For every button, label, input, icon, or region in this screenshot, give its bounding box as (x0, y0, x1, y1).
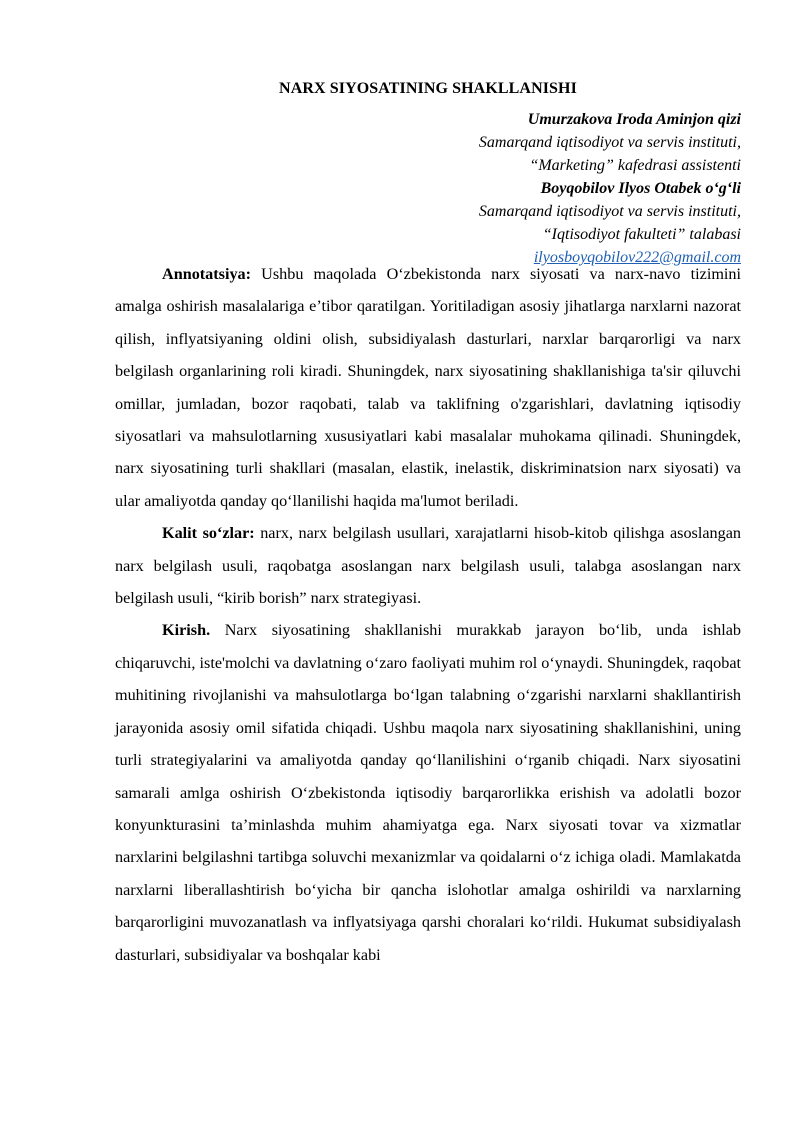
article-title: NARX SIYOSATINING SHAKLLANISHI (279, 80, 577, 97)
author-block (321, 108, 741, 269)
author-name: Boyqobilov Ilyos Otabek o‘g‘li (540, 180, 741, 197)
annotation-text: Ushbu maqolada O‘zbekistonda narx siyosati va narx-navo tizimini amalga oshirish masalalariga e’tibor qaratilgan. Yoritiladigan asosiy jihatlarga narxlarni nazorat qilish, inflyatsiyaning oldini olish, subsidiyalash dasturlari, narxlar barqarorligi va narx belgilash organlarining roli kiradi. Shuningdek, narx siyosatining shakllanishiga ta'sir qiluvchi omillar, jumladan, bozor raqobati, talab va taklifning o'zgarishlari, davlatning iqtisodiy siyosatlari va mahsulotlarning xususiyatlari kabi masalalar muhokama qilinadi. Shuningdek, narx siyosatining turli shakllari (masalan, elastik, inelastik, diskriminatsion narx siyosati) va ular amaliyotda qanday qo‘llanilishi haqida ma'lumot beriladi. (115, 265, 741, 510)
introduction-label: Kirish. (162, 621, 211, 640)
author-position: “Iqtisodiyot fakulteti” talabasi (542, 226, 741, 243)
annotation-paragraph (115, 258, 741, 517)
author-affiliation: Samarqand iqtisodiyot va servis instituti, (478, 134, 741, 151)
article-body (115, 258, 741, 971)
keywords-text: narx, narx belgilash usullari, xarajatlarni hisob-kitob qilishga asoslangan narx belgilash usuli, raqobatga asoslangan narx belgilash usuli, talabga asoslangan narx belgilash usuli, “kirib borish” narx strategiyasi. (115, 524, 741, 608)
annotation-label: Annotatsiya: (162, 265, 252, 283)
author-position: “Marketing” kafedrasi assistenti (529, 157, 741, 174)
keywords-paragraph (115, 517, 741, 614)
author-affiliation: Samarqand iqtisodiyot va servis instituti, (478, 203, 741, 220)
introduction-paragraph (115, 614, 741, 970)
introduction-text: Narx siyosatining shakllanishi murakkab jarayon bo‘lib, unda ishlab chiqaruvchi, iste'molchi va davlatning o‘zaro faoliyati muhim rol o‘ynaydi. Shuningdek, raqobat muhitining rivojlanishi va mahsulotlarga bo‘lgan talabning o‘zgarishi narxlarni shakllantirish jarayonida asosiy omil sifatida chiqadi. Ushbu maqola narx siyosatining shakllanishini, uning turli strategiyalarini va amaliyotda qanday qo‘llanilishini o‘rganib chiqadi. Narx siyosatini samarali amlga oshirish O‘zbekistonda iqtisodiy barqarorlikka erishish va adolatli bozor konyunkturasini ta’minlashda muhim ahamiyatga ega. Narx siyosati tovar va xizmatlar narxlarini belgilashni tartibga soluvchi mexanizmlar va qoidalarni o‘z ichiga oladi. Mamlakatda narxlarni liberallashtirish bo‘yicha bir qancha islohotlar amalga oshirildi va narxlarning barqarorligini muvozanatlash va inflyatsiyaga qarshi choralari ko‘rildi. Hukumat subsidiyalash dasturlari, subsidiyalar va boshqalar kabi (115, 621, 741, 964)
author-name: Umurzakova Iroda Aminjon qizi (527, 111, 741, 128)
author-email-link[interactable]: ilyosboyqobilov222@gmail.com (533, 249, 741, 266)
keywords-label: Kalit so‘zlar: (162, 524, 255, 543)
